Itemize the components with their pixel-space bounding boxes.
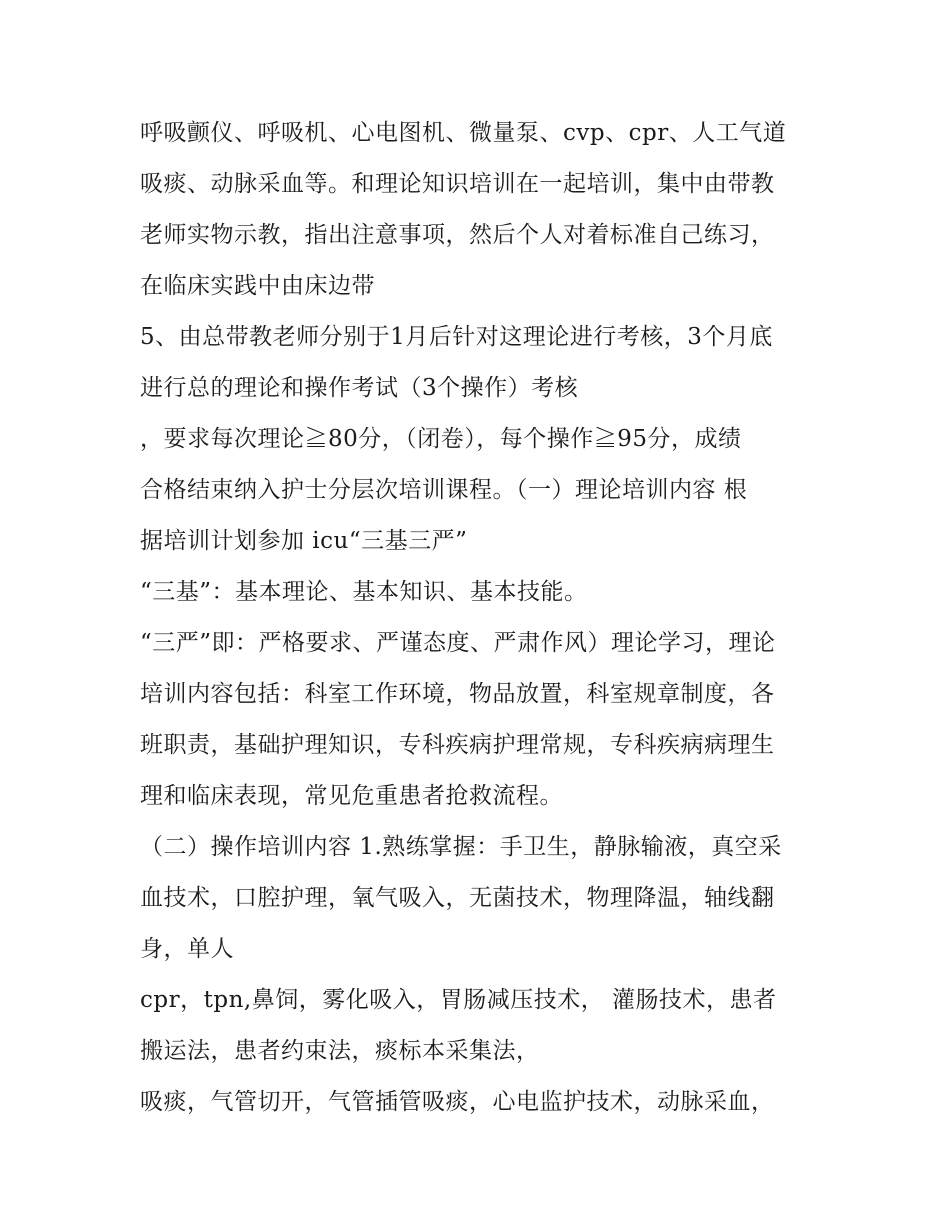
text-line: 理和临床表现，常见危重患者抢救流程。 (140, 783, 563, 809)
text-line: 进行总的理论和操作考试（3个操作）考核 (140, 375, 579, 401)
text-line: 合格结束纳入护士分层次培训课程。（一）理论培训内容 根 (140, 477, 748, 503)
text-line: 5、由总带教老师分别于1月后针对这理论进行考核，3个月底 (140, 324, 773, 350)
text-line: （二）操作培训内容 1.熟练掌握：手卫生，静脉输液，真空采 (140, 834, 782, 860)
text-line: 身，单人 (140, 936, 234, 962)
text-line: “三基”：基本理论、基本知识、基本技能。 (140, 579, 588, 605)
text-line: “三严”即：严格要求、严谨态度、严肃作风）理论学习，理论 (140, 630, 776, 656)
text-line: ，要求每次理论≧80分，（闭卷），每个操作≧95分，成绩 (140, 426, 742, 452)
text-line: 老师实物示教，指出注意事项，然后个人对着标准自己练习， (140, 222, 775, 248)
text-line: 在临床实践中由床边带 (140, 273, 375, 299)
text-line: 班职责，基础护理知识，专科疾病护理常规，专科疾病病理生 (140, 732, 775, 758)
text-line: 呼吸颤仪、呼吸机、心电图机、微量泵、cvp、cpr、人工气道 (140, 120, 787, 146)
text-line: 搬运法，患者约束法，痰标本采集法， (140, 1038, 540, 1064)
text-line: 培训内容包括：科室工作环境，物品放置，科室规章制度，各 (140, 681, 775, 707)
text-line: 血技术，口腔护理，氧气吸入，无菌技术，物理降温，轴线翻 (140, 885, 775, 911)
text-line: 吸痰，气管切开，气管插管吸痰，心电监护技术，动脉采血， (140, 1089, 775, 1115)
text-line: cpr，tpn,鼻饲，雾化吸入，胃肠减压技术， 灌肠技术，患者 (140, 987, 777, 1013)
text-line: 据培训计划参加 icu“三基三严” (140, 528, 468, 554)
text-line: 吸痰、动脉采血等。和理论知识培训在一起培训，集中由带教 (140, 171, 775, 197)
document-body (140, 108, 820, 1128)
